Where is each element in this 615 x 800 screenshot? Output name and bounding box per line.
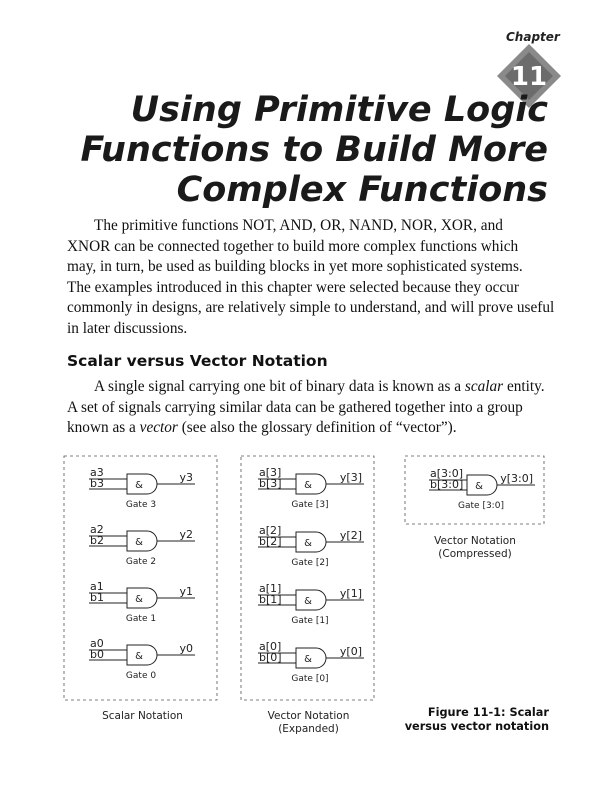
output-label: y[3:0] bbox=[500, 472, 533, 485]
output-label: y2 bbox=[179, 528, 193, 541]
input-b-label: b[0] bbox=[259, 651, 282, 664]
gate-symbol: & bbox=[135, 594, 143, 605]
gate-symbol: & bbox=[135, 651, 143, 662]
gate-label: Gate [3] bbox=[291, 500, 329, 510]
scalar-term: scalar bbox=[464, 378, 504, 395]
input-a-label: a[3] bbox=[259, 466, 282, 479]
figure-caption: Figure 11-1: Scalar versus vector notation bbox=[404, 706, 549, 733]
input-a-label: a3 bbox=[90, 466, 104, 479]
title-line-2: Functions to Build More bbox=[80, 130, 548, 170]
output-label: y[3] bbox=[339, 471, 362, 484]
input-b-label: b0 bbox=[90, 648, 104, 661]
input-a-label: a2 bbox=[90, 523, 104, 536]
intro-line: XNOR can be connected together to build more complex functions which bbox=[67, 237, 519, 255]
vector-term: vector bbox=[139, 419, 178, 437]
gate-symbol: & bbox=[135, 537, 143, 548]
title-line-3: Complex Functions bbox=[176, 170, 548, 210]
gate-symbol: & bbox=[304, 480, 312, 491]
gate-label: Gate [1] bbox=[291, 616, 329, 626]
and-gate bbox=[89, 523, 195, 567]
gate-label: Gate 1 bbox=[125, 614, 157, 624]
gate-label: Gate [3:0] bbox=[458, 501, 504, 511]
gate-label: Gate [0] bbox=[291, 674, 329, 684]
scalar-notation-caption: Scalar Notation bbox=[102, 710, 183, 722]
gate-label: Gate 0 bbox=[125, 671, 157, 681]
input-a-label: a[3:0] bbox=[430, 467, 464, 480]
scalar-notation-box bbox=[64, 456, 217, 700]
output-label: y3 bbox=[179, 471, 193, 484]
chapter-number: 11 bbox=[510, 62, 548, 92]
intro-line: commonly in designs, are relatively simple to understand, and will prove useful bbox=[67, 299, 555, 317]
chapter-label: Chapter bbox=[506, 30, 560, 44]
input-b-label: b2 bbox=[90, 534, 104, 547]
input-b-label: b[3:0] bbox=[430, 478, 464, 491]
input-b-label: b[2] bbox=[259, 535, 282, 548]
input-a-label: a[0] bbox=[259, 640, 282, 653]
gate-symbol: & bbox=[475, 481, 483, 492]
input-b-label: b[1] bbox=[259, 593, 282, 606]
input-b-label: b[3] bbox=[259, 477, 282, 490]
input-b-label: b3 bbox=[90, 477, 104, 490]
input-a-label: a1 bbox=[90, 580, 104, 593]
input-a-label: a[2] bbox=[259, 524, 282, 537]
compressed-vector-caption: Vector Notation (Compressed) bbox=[434, 535, 516, 560]
and-gate bbox=[258, 640, 364, 684]
gate-symbol: & bbox=[304, 654, 312, 665]
output-label: y1 bbox=[179, 585, 193, 598]
section-heading: Scalar versus Vector Notation bbox=[67, 352, 328, 370]
output-label: y[0] bbox=[339, 645, 362, 658]
gate-label: Gate 2 bbox=[125, 557, 157, 567]
section-line-1: A single signal carrying one bit of binary data is known as a scalar entity. bbox=[94, 378, 545, 395]
title-line-1: Using Primitive Logic bbox=[130, 90, 548, 130]
and-gate bbox=[89, 637, 195, 681]
output-label: y[2] bbox=[339, 529, 362, 542]
gate-label: Gate 3 bbox=[125, 500, 157, 510]
and-gate bbox=[89, 580, 195, 624]
output-label: y0 bbox=[179, 642, 193, 655]
gate-symbol: & bbox=[304, 538, 312, 549]
intro-line: The examples introduced in this chapter were selected because they occur bbox=[67, 278, 519, 296]
gate-label: Gate [2] bbox=[291, 558, 329, 568]
input-a-label: a0 bbox=[90, 637, 104, 650]
intro-line: may, in turn, be used as building blocks in yet more sophisticated systems. bbox=[67, 258, 523, 276]
output-label: y[1] bbox=[339, 587, 362, 600]
expanded-vector-caption: Vector Notation (Expanded) bbox=[267, 710, 350, 735]
section-line-3: known as a vector (see also the glossary definition of “vector”). bbox=[67, 419, 457, 437]
input-b-label: b1 bbox=[90, 591, 104, 604]
intro-line: The primitive functions NOT, AND, OR, NAND, NOR, XOR, and bbox=[94, 217, 503, 234]
intro-line: in later discussions. bbox=[67, 319, 188, 337]
and-gate bbox=[258, 582, 364, 626]
gate-symbol: & bbox=[304, 596, 312, 607]
and-gate bbox=[258, 524, 364, 568]
and-gate bbox=[89, 466, 195, 510]
and-gate bbox=[429, 467, 535, 511]
and-gate bbox=[258, 466, 364, 510]
input-a-label: a[1] bbox=[259, 582, 282, 595]
gate-symbol: & bbox=[135, 480, 143, 491]
section-line-2: A set of signals carrying similar data can be gathered together into a group bbox=[67, 398, 523, 416]
